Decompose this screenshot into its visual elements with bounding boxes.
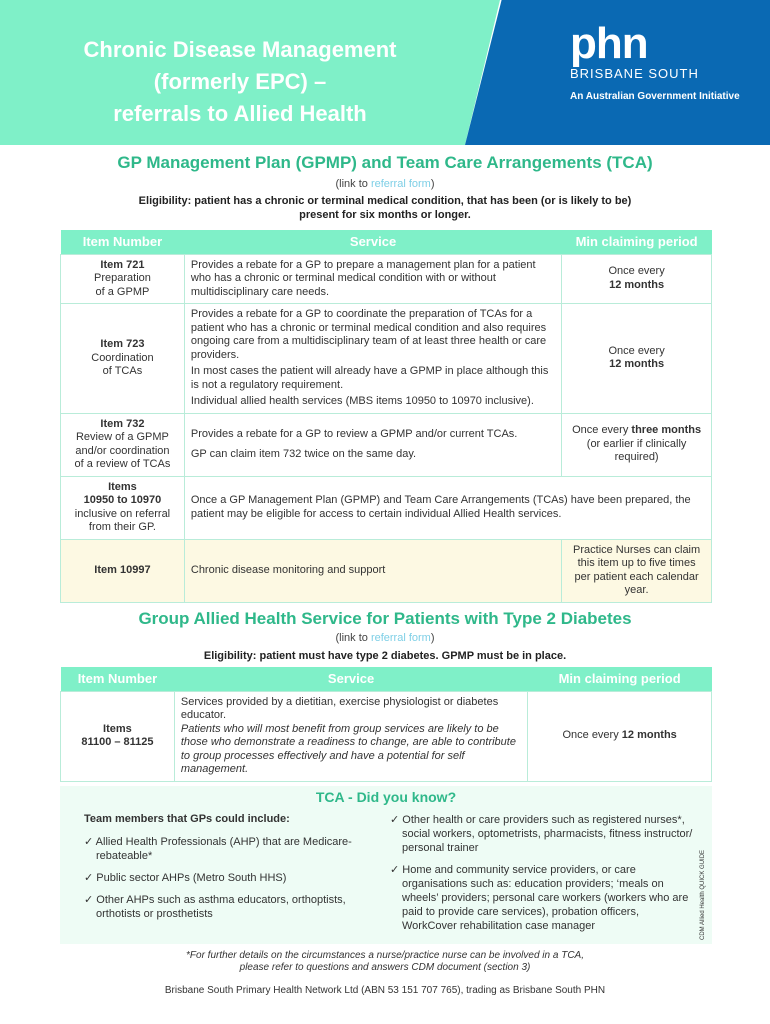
header-service: Service	[174, 667, 527, 691]
service-cell: Provides a rebate for a GP to prepare a management plan for a patient who has a chronic or terminal medical condition with or without multidisciplinary care needs.	[184, 254, 561, 304]
eligibility-line-1: Eligibility: patient has a chronic or terminal medical condition, that has been (or is likely to be)	[138, 195, 632, 207]
min-period: 12 months	[609, 278, 665, 291]
item-number: 81100 – 81125	[81, 736, 154, 748]
item-desc: Coordination	[91, 351, 154, 364]
item-number: Items	[103, 722, 132, 735]
service-para: Provides a rebate for a GP to review a GPMP and/or current TCAs.	[190, 428, 518, 440]
tca-right-column	[390, 813, 695, 941]
min-text: Once every	[572, 424, 632, 437]
logo-subtitle: BRISBANE SOUTH	[570, 66, 699, 81]
item-cell	[61, 476, 185, 539]
tca-title: TCA - Did you know?	[315, 789, 457, 805]
min-period: 12 months	[609, 358, 665, 371]
item-number: 10950 to 10970	[83, 494, 162, 506]
service-cell: Chronic disease monitoring and support	[184, 539, 561, 602]
service-cell	[184, 413, 561, 476]
title-line-3: referrals to Allied Health	[113, 101, 367, 126]
footnote-line-1: *For further details on the circumstances a nurse/practice nurse can be involved in a TCA,	[186, 950, 584, 961]
link-suffix: )	[430, 178, 435, 190]
gpmp-table	[60, 230, 712, 603]
page-title	[20, 34, 460, 130]
header-item-number: Item Number	[61, 667, 175, 691]
header-service: Service	[184, 230, 561, 254]
min-cell	[562, 254, 712, 304]
min-cell	[562, 304, 712, 414]
link-prefix: (link to	[335, 178, 371, 190]
min-text: Once every	[562, 729, 622, 742]
check-icon: ✓	[84, 836, 94, 848]
item-cell	[61, 304, 185, 414]
tca-left-column	[84, 812, 369, 929]
service-cell	[184, 304, 561, 414]
section2-eligibility: Eligibility: patient must have type 2 diabetes. GPMP must be in place.	[203, 650, 567, 662]
link-suffix: )	[430, 632, 435, 644]
tca-left-heading: Team members that GPs could include:	[84, 813, 290, 825]
check-icon: ✓	[390, 864, 400, 876]
service-para: GP can claim item 732 twice on the same day.	[190, 447, 417, 460]
footnote-line-2: please refer to questions and answers CDM document (section 3)	[239, 962, 531, 973]
item-desc: from their GP.	[88, 521, 156, 533]
check-icon: ✓	[390, 814, 400, 826]
list-item-text: Other health or care providers such as registered nurses*, social workers, optometrists, pharmacists, fitness instructor/ personal trainer	[402, 814, 693, 854]
service-para-italic: Patients who will most benefit from group services are likely to be those who demonstrate a readiness to change, are able to contribute to group processes effectively and have a potential for self management.	[180, 722, 516, 775]
section1-eligibility	[110, 194, 660, 222]
service-cell: Once a GP Management Plan (GPMP) and Team Care Arrangements (TCAs) have been prepared, the patient may be eligible for access to certain individual Allied Health services.	[184, 476, 711, 539]
item-cell: Item 10997	[61, 539, 185, 602]
min-cell: Practice Nurses can claim this item up to five times per patient each calendar year.	[562, 539, 712, 602]
item-cell	[61, 254, 185, 304]
header-item-number: Item Number	[61, 230, 185, 254]
item-cell	[61, 691, 175, 781]
page-footer: Brisbane South Primary Health Network Ltd (ABN 53 151 707 765), trading as Brisbane South PHN	[164, 985, 606, 996]
link-prefix: (link to	[335, 632, 371, 644]
logo-initiative: An Australian Government Initiative	[570, 91, 740, 102]
service-para: Provides a rebate for a GP to coordinate the preparation of TCAs for a patient who has a chronic or terminal medical condition and also requires ongoing care from a multidisciplinary team of at least three health or care providers.	[190, 308, 547, 361]
referral-form-link[interactable]: referral form	[370, 632, 431, 644]
table-header-row	[61, 230, 712, 254]
min-text: required)	[614, 451, 659, 464]
item-cell	[61, 413, 185, 476]
min-text: Once every	[608, 265, 665, 278]
title-line-1: Chronic Disease Management	[83, 37, 397, 62]
list-item	[390, 863, 695, 933]
list-item-text: Allied Health Professionals (AHP) that are Medicare-rebateable*	[95, 836, 352, 862]
list-item-text: Home and community service providers, or care organisations such as: education providers; ‘meals on wheels’ providers; personal care workers (workers who are paid to provide care services), probation officers, WorkCover rehabilitation case manager	[402, 864, 689, 932]
list-item	[84, 835, 369, 863]
check-icon: ✓	[84, 872, 94, 884]
table-row	[61, 539, 712, 602]
header-min-period: Min claiming period	[528, 667, 712, 691]
min-text: (or earlier if clinically	[586, 437, 687, 450]
section2-title: Group Allied Health Service for Patients with Type 2 Diabetes	[138, 609, 632, 628]
item-number: Item 732	[100, 417, 145, 430]
item-desc: of a review of TCAs	[74, 458, 171, 470]
min-text: Once every	[608, 344, 665, 357]
table-row	[61, 413, 712, 476]
min-cell	[528, 691, 712, 781]
table-row	[61, 254, 712, 304]
min-period: 12 months	[621, 729, 677, 742]
header-min-period: Min claiming period	[562, 230, 712, 254]
item-desc: Preparation	[94, 272, 151, 284]
side-note: CDM Allied Health QUICK GUIDE	[700, 849, 706, 940]
service-cell	[174, 691, 527, 781]
item-desc: of a GPMP	[95, 285, 150, 298]
item-number: Item 721	[100, 258, 145, 271]
eligibility-line-2: present for six months or longer.	[299, 209, 471, 221]
service-para: Individual allied health services (MBS items 10950 to 10970 inclusive).	[190, 395, 534, 407]
diabetes-table	[60, 667, 712, 782]
item-number: Item 723	[100, 338, 145, 350]
title-line-2: (formerly EPC) –	[153, 69, 327, 94]
item-number: Items	[108, 480, 137, 493]
service-para: Services provided by a dietitian, exercise physiologist or diabetes educator.	[180, 695, 499, 721]
item-desc: Review of a GPMP	[75, 431, 169, 443]
table-row	[61, 304, 712, 414]
check-icon: ✓	[84, 894, 94, 906]
section1-link-line	[0, 178, 770, 190]
min-period: three months	[631, 424, 702, 437]
list-item-text: Public sector AHPs (Metro South HHS)	[96, 872, 287, 884]
item-desc: inclusive on referral	[74, 507, 171, 520]
list-item	[84, 893, 369, 921]
phn-logo	[570, 19, 750, 102]
list-item-text: Other AHPs such as asthma educators, orthoptists, orthotists or prosthetists	[96, 894, 346, 920]
table-row	[61, 691, 712, 781]
section1-title: GP Management Plan (GPMP) and Team Care Arrangements (TCA)	[117, 153, 653, 172]
table-header-row	[61, 667, 712, 691]
section2-link-line	[0, 632, 770, 644]
table-row	[61, 476, 712, 539]
footnote	[120, 950, 650, 974]
item-desc: of TCAs	[102, 365, 143, 377]
referral-form-link[interactable]: referral form	[370, 178, 431, 190]
list-item	[84, 871, 369, 885]
service-para: In most cases the patient will already have a GPMP in place although this is not a regulatory requirement.	[190, 365, 549, 391]
min-cell	[562, 413, 712, 476]
list-item	[390, 813, 695, 855]
item-desc: and/or coordination	[75, 444, 170, 457]
logo-text: phn	[570, 19, 648, 68]
